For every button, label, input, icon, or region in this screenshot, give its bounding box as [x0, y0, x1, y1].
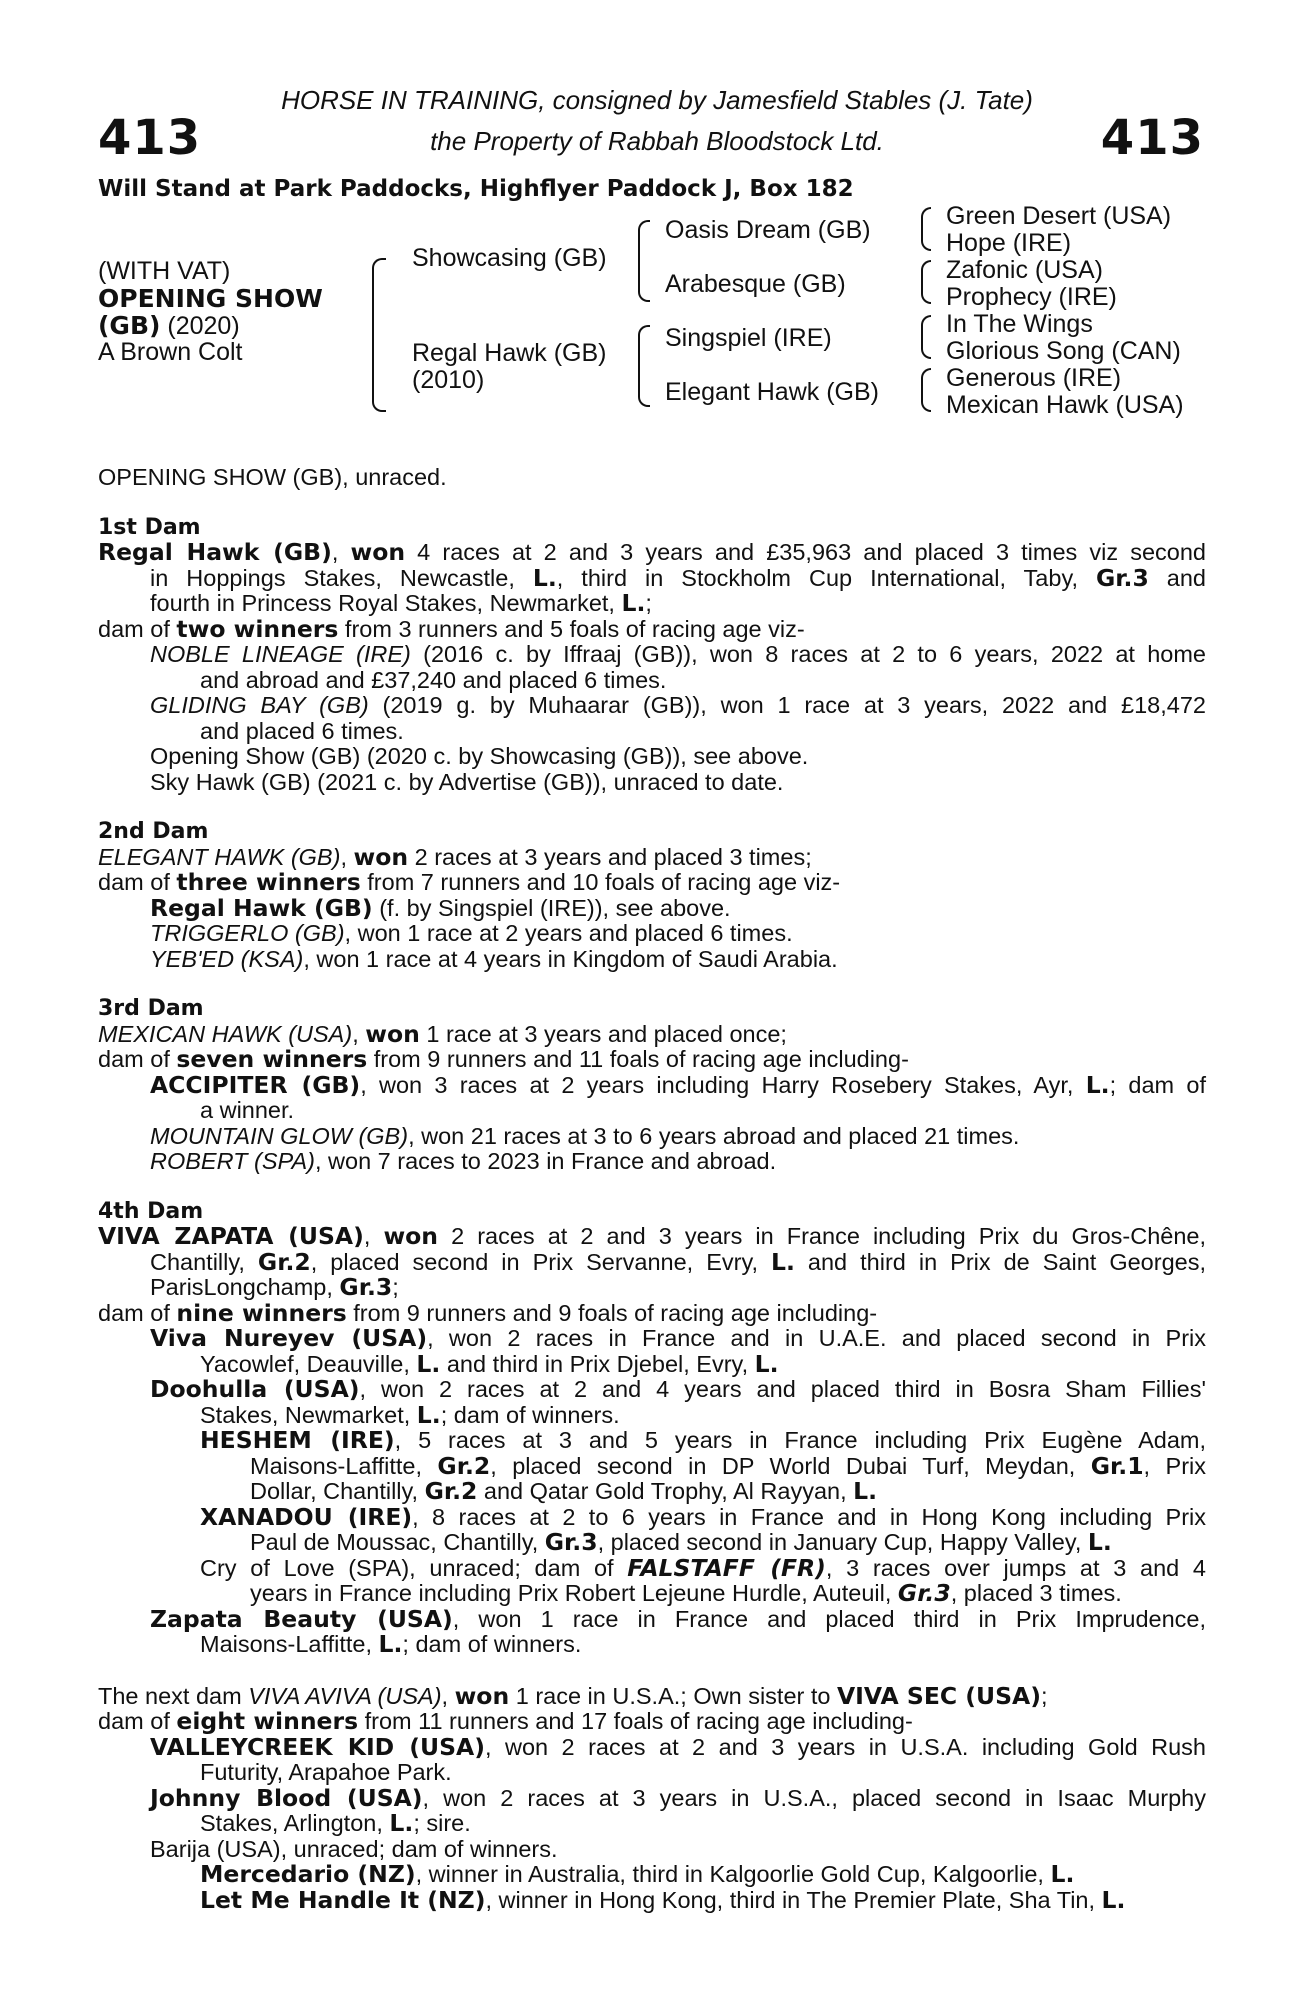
brace-sire [638, 220, 650, 302]
produce-line [98, 1581, 1206, 1607]
produce-line [98, 1632, 1206, 1658]
sep: , [331, 539, 351, 565]
text-run: , 3 races over jumps at 3 and 4 [825, 1554, 1206, 1581]
horse-name-part2: (GB) [98, 311, 161, 340]
family-text [98, 465, 1206, 1913]
text-run: 1 race at 3 years and placed once; [419, 1020, 787, 1047]
third-dam-heading: 3rd Dam [98, 996, 204, 1021]
listed-mark: L. [771, 1247, 795, 1276]
group-mark: Gr.3 [339, 1273, 393, 1301]
text-run: , winner in Australia, third in Kalgoorlie Gold Cup, Kalgoorlie, [415, 1861, 1051, 1887]
text-run: ; [645, 590, 652, 616]
sep: , [441, 1682, 455, 1709]
listed-mark: L. [621, 589, 646, 617]
produce-line [98, 1149, 1206, 1175]
produce-name: Mercedario (NZ) [200, 1860, 416, 1888]
dam-name: ELEGANT HAWK (GB) [98, 843, 341, 870]
produce-line: a winner. [200, 1097, 295, 1123]
group-mark: Gr.2 [257, 1247, 311, 1276]
produce-name: HESHEM (IRE) [200, 1426, 395, 1454]
won-label: won [350, 538, 406, 566]
fourth-dam-line [98, 1275, 1206, 1301]
group-mark: Gr.3 [897, 1579, 951, 1607]
listed-mark: L. [1085, 1070, 1110, 1099]
fourth-dam-line [98, 1247, 1206, 1276]
text-run: Stakes, Newmarket, [200, 1401, 417, 1428]
produce-line [98, 921, 1206, 947]
winners-count: nine winners [176, 1298, 347, 1327]
text-run: ParisLongchamp, [150, 1274, 340, 1300]
text-run: (2016 c. by Iffraaj (GB)), won 8 races at 2 to 6 years, 2022 at home [410, 641, 1206, 667]
brace-g3 [921, 315, 931, 359]
produce-line: Barija (USA), unraced; dam of winners. [150, 1835, 558, 1862]
fourth-dam-line [98, 1298, 1206, 1327]
listed-mark: L. [532, 563, 557, 592]
sire-dam: Arabesque (GB) [665, 270, 846, 298]
sep: , [363, 1223, 384, 1249]
section-gap [98, 1658, 1206, 1684]
text-run: dam of [98, 1299, 177, 1326]
text-run: , 5 races at 3 and 5 years in France including Prix Eugène Adam, [394, 1427, 1206, 1453]
grand-sire-4: Generous (IRE) [946, 364, 1122, 392]
produce-line [98, 642, 1206, 668]
won-label: won [454, 1681, 510, 1710]
dam-sire: Singspiel (IRE) [665, 324, 832, 352]
text-run: ; [1040, 1682, 1048, 1709]
dam-name: VIVA ZAPATA (USA) [98, 1222, 364, 1250]
fourth-dam-line [98, 1224, 1206, 1250]
brace-parents [372, 258, 386, 412]
text-run: from 7 runners and 10 foals of racing age viz- [360, 869, 841, 895]
produce-name: VALLEYCREEK KID (USA) [150, 1732, 485, 1761]
text-run: , won 21 races at 3 to 6 years abroad and placed 21 times. [408, 1122, 1020, 1149]
grand-dam-2: Prophecy (IRE) [946, 283, 1117, 311]
grand-dam-4: Mexican Hawk (USA) [946, 391, 1184, 419]
text-run: dam of [98, 615, 177, 642]
text-run: , won 1 race at 2 years and placed 6 times. [344, 920, 793, 946]
produce-line [98, 1326, 1206, 1352]
listed-mark: L. [754, 1349, 779, 1378]
produce-line: Futurity, Arapahoe Park. [200, 1759, 452, 1785]
text-run: Cry of Love (SPA), unraced; dam of [200, 1554, 628, 1581]
listed-mark: L. [389, 1809, 414, 1837]
vat-note: (WITH VAT) [98, 257, 231, 285]
produce-line [98, 1451, 1206, 1480]
produce-line: Opening Show (GB) (2020 c. by Showcasing (GB)), see above. [150, 743, 809, 769]
produce-line [98, 1070, 1206, 1099]
listed-mark: L. [853, 1477, 878, 1505]
produce-name: Johnny Blood (USA) [150, 1783, 423, 1812]
produce-name: Regal Hawk (GB) [150, 893, 373, 922]
dam-dam: Elegant Hawk (GB) [665, 378, 879, 406]
grand-sire-3: In The Wings [946, 310, 1093, 338]
text-run: , 8 races at 2 to 6 years in France and in Hong Kong including Prix [412, 1503, 1206, 1530]
grand-sire-2: Zafonic (USA) [946, 256, 1103, 284]
text-run: , third in Stockholm Cup International, Taby, [556, 564, 1096, 591]
text-run: 1 race in U.S.A.; Own sister to [509, 1682, 837, 1709]
listed-mark: L. [416, 1349, 441, 1378]
produce-line [98, 1553, 1206, 1582]
text-run: and third in Prix Djebel, Evry, [440, 1350, 755, 1377]
horse-name [98, 285, 323, 313]
produce-name: TRIGGERLO (GB) [150, 920, 345, 946]
text-run: dam of [98, 1046, 177, 1072]
produce-line [98, 1428, 1206, 1454]
first-dam-line [98, 540, 1206, 566]
text-run: ; dam of [1109, 1071, 1206, 1098]
produce-line [98, 1349, 1206, 1378]
produce-line [98, 1377, 1206, 1403]
second-dam-line [98, 870, 1206, 896]
text-run: , won 2 races at 2 and 3 years in U.S.A. including Gold Rush [484, 1733, 1206, 1760]
text-run: , Prix [1143, 1452, 1206, 1479]
won-label: won [365, 1019, 420, 1048]
text-run: Paul de Moussac, Chantilly, [250, 1529, 545, 1555]
text-run: , won 1 race at 4 years in Kingdom of Saudi Arabia. [303, 945, 838, 972]
produce-line: and abroad and £37,240 and placed 6 times. [200, 666, 667, 693]
second-dam-heading: 2nd Dam [98, 819, 209, 844]
text-run: , winner in Hong Kong, third in The Premier Plate, Sha Tin, [485, 1886, 1102, 1913]
lot-number-left: 413 [98, 110, 202, 166]
produce-name: FALSTAFF (FR) [627, 1553, 826, 1582]
group-mark: Gr.2 [437, 1451, 491, 1480]
grand-sire-1: Green Desert (USA) [946, 202, 1172, 230]
text-run: ; sire. [413, 1810, 471, 1836]
text-run: and third in Prix de Saint Georges, [794, 1248, 1206, 1275]
produce-name: Zapata Beauty (USA) [150, 1604, 453, 1633]
group-mark: Gr.3 [544, 1528, 598, 1556]
text-run: , won 3 races at 2 years including Harry Rosebery Stakes, Ayr, [360, 1071, 1086, 1098]
produce-name: Viva Nureyev (USA) [150, 1324, 428, 1352]
text-run: , placed 3 times. [950, 1580, 1122, 1606]
text-run: and [1148, 564, 1207, 591]
text-run: ; dam of winners. [402, 1631, 582, 1657]
text-run: Stakes, Arlington, [200, 1810, 390, 1836]
produce-line [98, 947, 1206, 973]
group-mark: Gr.2 [424, 1477, 478, 1505]
produce-name: Let Me Handle It (NZ) [200, 1885, 486, 1914]
first-dam-line [98, 614, 1206, 643]
dam-name: VIVA AVIVA (USA) [248, 1682, 442, 1709]
text-run: 2 races at 2 and 3 years in France including Prix du Gros-Chêne, [438, 1223, 1207, 1249]
text-run: ; dam of winners. [440, 1401, 620, 1428]
text-run: The next dam [98, 1682, 249, 1709]
lot-number-right: 413 [1100, 110, 1204, 166]
text-run: in Hoppings Stakes, Newcastle, [150, 564, 533, 591]
first-dam-heading: 1st Dam [98, 514, 201, 540]
produce-line [98, 1400, 1206, 1429]
sep: , [340, 843, 354, 870]
text-run: (f. by Singspiel (IRE)), see above. [372, 894, 731, 921]
text-run: , won 2 races at 2 and 4 years and placed third in Bosra Sham Fillies' [359, 1376, 1206, 1402]
text-run: Yacowlef, Deauville, [200, 1350, 417, 1377]
produce-line: Sky Hawk (GB) (2021 c. by Advertise (GB)), unraced to date. [150, 768, 784, 795]
listed-mark: L. [378, 1630, 403, 1658]
listed-mark: L. [1050, 1860, 1075, 1888]
dam-year: (2010) [412, 366, 485, 394]
winners-count: eight winners [176, 1707, 359, 1735]
winners-count: seven winners [176, 1045, 368, 1073]
produce-line [98, 1124, 1206, 1150]
text-run: from 9 runners and 9 foals of racing age including- [346, 1299, 878, 1326]
horse-suffix-year [98, 312, 240, 340]
group-mark: Gr.1 [1090, 1451, 1144, 1480]
text-run: Maisons-Laffitte, [200, 1631, 379, 1657]
text-run: , won 1 race in France and placed third in Prix Imprudence, [452, 1605, 1207, 1632]
produce-line [98, 1783, 1206, 1812]
produce-line [98, 1811, 1206, 1837]
stand-location: Will Stand at Park Paddocks, Highflyer Paddock J, Box 182 [98, 176, 854, 202]
brace-g2 [921, 260, 931, 304]
text-run: and Qatar Gold Trophy, Al Rayyan, [477, 1478, 854, 1504]
text-run: from 11 runners and 17 foals of racing age including- [358, 1708, 913, 1734]
text-run: , placed second in DP World Dubai Turf, Meydan, [490, 1452, 1091, 1479]
produce-name: MOUNTAIN GLOW (GB) [150, 1122, 409, 1149]
text-run: , won 7 races to 2023 in France and abroad. [314, 1148, 777, 1174]
produce-name: ACCIPITER (GB) [150, 1070, 361, 1099]
produce-line [98, 1604, 1207, 1633]
produce-line [98, 893, 1206, 922]
text-run: , placed second in Prix Servanne, Evry, [310, 1248, 771, 1275]
produce-line [98, 1885, 1206, 1914]
dam-name: MEXICAN HAWK (USA) [98, 1020, 353, 1047]
next-dam-line [98, 1709, 1206, 1735]
third-dam-line [98, 1019, 1206, 1048]
text-run: , placed second in January Cup, Happy Valley, [597, 1529, 1088, 1555]
sire-sire: Oasis Dream (GB) [665, 216, 871, 244]
grand-dam-1: Hope (IRE) [946, 229, 1072, 257]
first-dam-line [98, 591, 1206, 617]
produce-name: Doohulla (USA) [150, 1375, 360, 1403]
produce-name: YEB'ED (KSA) [150, 945, 304, 972]
first-dam-line [98, 563, 1207, 592]
third-dam-line [98, 1047, 1206, 1073]
produce-name: ROBERT (SPA) [150, 1148, 315, 1174]
next-dam-line [98, 1681, 1206, 1710]
property-line: the Property of Rabbah Bloodstock Ltd. [430, 126, 884, 156]
horse-year: (2020) [167, 312, 240, 340]
produce-line [98, 1732, 1206, 1761]
text-run: dam of [98, 869, 177, 895]
dam-name: Regal Hawk (GB) [98, 538, 332, 566]
sister-name: VIVA SEC (USA) [837, 1681, 1041, 1710]
second-dam-line [98, 842, 1206, 871]
dam: Regal Hawk (GB) [412, 339, 607, 367]
horse-description: A Brown Colt [98, 338, 243, 366]
text-run: dam of [98, 1708, 177, 1734]
produce-name: XANADOU (IRE) [200, 1502, 413, 1531]
text-run: , won 2 races at 3 years in U.S.A., placed second in Isaac Murphy [422, 1784, 1206, 1811]
brace-g1 [921, 207, 931, 251]
produce-name: GLIDING BAY (GB) [150, 692, 369, 718]
sire: Showcasing (GB) [412, 244, 607, 272]
group-mark: Gr.3 [1095, 563, 1149, 592]
text-run: 4 races at 2 and 3 years and £35,963 and placed 3 times viz second [405, 539, 1206, 565]
text-run: (2019 g. by Muhaarar (GB)), won 1 race at 3 years, 2022 and £18,472 [368, 692, 1206, 718]
won-label: won [353, 842, 409, 871]
brace-dam [638, 325, 650, 407]
text-run: from 3 runners and 5 foals of racing age viz- [338, 615, 805, 642]
produce-line [98, 1862, 1206, 1888]
text-run: ; [392, 1274, 399, 1300]
produce-line: and placed 6 times. [200, 717, 404, 744]
winners-count: three winners [176, 868, 361, 896]
fourth-dam-heading: 4th Dam [98, 1198, 204, 1224]
produce-line [98, 693, 1206, 719]
text-run: years in France including Prix Robert Lejeune Hurdle, Auteuil, [250, 1580, 898, 1606]
listed-mark: L. [416, 1400, 441, 1429]
listed-mark: L. [1101, 1885, 1126, 1914]
grand-dam-3: Glorious Song (CAN) [946, 337, 1181, 365]
brace-g4 [921, 368, 931, 412]
race-record-summary: OPENING SHOW (GB), unraced. [98, 464, 447, 490]
listed-mark: L. [1087, 1528, 1112, 1556]
won-label: won [383, 1222, 439, 1250]
text-run: , won 2 races in France and in U.A.E. and placed second in Prix [427, 1325, 1206, 1351]
sep: , [352, 1020, 366, 1047]
text-run: Maisons-Laffitte, [250, 1452, 438, 1479]
text-run: 2 races at 3 years and placed 3 times; [408, 843, 812, 870]
text-run: Dollar, Chantilly, [250, 1478, 425, 1504]
produce-line [98, 1530, 1206, 1556]
text-run: from 9 runners and 11 foals of racing age including- [367, 1046, 909, 1072]
consignor-line: HORSE IN TRAINING, consigned by Jamesfield Stables (J. Tate) [281, 85, 1033, 115]
produce-line [98, 1502, 1206, 1531]
winners-count: two winners [176, 614, 339, 643]
produce-line [98, 1479, 1206, 1505]
horse-name-part1: OPENING SHOW [98, 284, 323, 313]
produce-name: NOBLE LINEAGE (IRE) [150, 641, 411, 667]
text-run: fourth in Princess Royal Stakes, Newmarket, [150, 590, 622, 616]
text-run: Chantilly, [150, 1248, 258, 1275]
